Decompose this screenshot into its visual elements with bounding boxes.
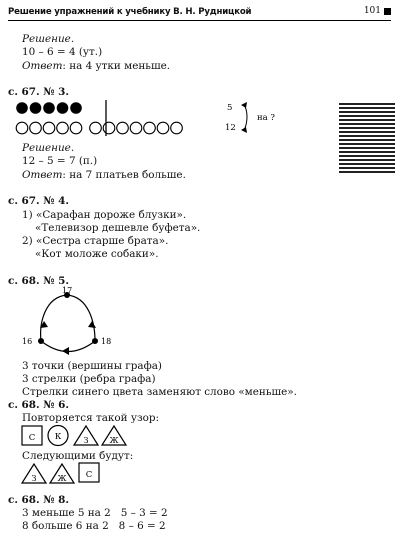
header-square-icon: [384, 8, 391, 15]
graph-edge: [41, 295, 67, 341]
empty-circle: [103, 122, 115, 134]
stripe: [339, 107, 395, 109]
exercise-heading: с. 68. № 5.: [8, 275, 70, 287]
exercise-heading: с. 67. № 3.: [8, 86, 70, 98]
empty-circle: [117, 122, 129, 134]
empty-circle: [70, 122, 82, 134]
exercise-heading: с. 68. № 8.: [8, 494, 70, 506]
empty-circle: [157, 122, 169, 134]
text-line: «Телевизор дешевле буфета».: [35, 222, 201, 234]
graph-edge: [67, 295, 95, 341]
stripe: [339, 147, 395, 149]
empty-circle: [130, 122, 142, 134]
stripe: [339, 103, 395, 105]
arrow-head-icon: [241, 102, 247, 108]
filled-circle: [43, 102, 55, 114]
pattern-shapes: [20, 424, 160, 448]
arrow-head-icon: [88, 321, 96, 328]
filled-circles-row: [16, 102, 82, 114]
top-count-label: 5: [227, 103, 233, 113]
shape-letter: Ж: [109, 436, 119, 445]
difference-brace: [244, 104, 247, 131]
solution-equation: 12 – 5 = 7 (п.): [22, 155, 98, 167]
answer-text: : на 4 утки меньше.: [62, 60, 171, 72]
vertex-label: 16: [22, 337, 33, 346]
next-shapes: [20, 462, 110, 486]
vertex-label: 17: [62, 286, 73, 295]
stripe: [339, 143, 395, 145]
header-title: Решение упражнений к учебнику В. Н. Рудницкой: [8, 7, 252, 17]
vertex-label: 18: [101, 337, 112, 346]
empty-circle: [43, 122, 55, 134]
text-line: Повторяется такой узор:: [22, 412, 160, 424]
stripe: [339, 139, 395, 141]
answer-text: : на 7 платьев больше.: [62, 169, 186, 181]
solution-equation: 10 – 6 = 4 (ут.): [22, 46, 103, 58]
answer-line: [22, 169, 186, 181]
empty-circles-row: [16, 122, 182, 134]
empty-circle: [16, 122, 28, 134]
shape-letter: К: [54, 432, 62, 442]
decorative-stripes: [339, 103, 395, 175]
comparison-diagram: [14, 98, 289, 138]
stripe: [339, 171, 395, 173]
empty-circle: [90, 122, 102, 134]
answer-label: Ответ: [22, 60, 63, 72]
graph-vertex: [38, 338, 44, 344]
empty-circle: [57, 122, 69, 134]
stripe: [339, 155, 395, 157]
empty-circle: [144, 122, 156, 134]
text-line: Следующими будут:: [22, 450, 134, 462]
text-line: 2) «Сестра старше брата».: [22, 235, 169, 247]
page-number: 101: [363, 6, 381, 16]
solution-label: Решение.: [22, 33, 75, 45]
page-header: [8, 6, 391, 21]
shape-letter: Ж: [57, 474, 67, 483]
shape-letter: С: [85, 470, 93, 480]
filled-circle: [16, 102, 28, 114]
filled-circle: [30, 102, 42, 114]
text-line: 1) «Сарафан дороже блузки».: [22, 209, 187, 221]
stripe: [339, 127, 395, 129]
stripe: [339, 115, 395, 117]
shape-letter: З: [31, 474, 37, 483]
bottom-count-label: 12: [225, 123, 236, 133]
difference-question: на ?: [257, 113, 275, 123]
empty-circle: [30, 122, 42, 134]
text-line: 3 меньше 5 на 2 5 – 3 = 2: [22, 507, 168, 519]
shape-letter: С: [28, 433, 36, 443]
stripe: [339, 111, 395, 113]
arrow-head-icon: [62, 347, 69, 355]
empty-circle: [171, 122, 183, 134]
shape-letter: З: [83, 436, 89, 445]
arrow-head-icon: [241, 127, 247, 133]
answer-line: [22, 60, 170, 72]
text-line: 8 больше 6 на 2 8 – 6 = 2: [22, 520, 166, 532]
stripe: [339, 163, 395, 165]
text-line: 3 стрелки (ребра графа): [22, 373, 156, 385]
answer-label: Ответ: [22, 169, 63, 181]
stripe: [339, 159, 395, 161]
stripe: [339, 131, 395, 133]
exercise-heading: с. 68. № 6.: [8, 399, 70, 411]
exercise-heading: с. 67. № 4.: [8, 195, 70, 207]
filled-circle: [70, 102, 82, 114]
stripe: [339, 151, 395, 153]
text-line: 3 точки (вершины графа): [22, 360, 162, 372]
stripe: [339, 135, 395, 137]
filled-circle: [57, 102, 69, 114]
graph-diagram: [15, 285, 125, 357]
stripe: [339, 123, 395, 125]
stripe: [339, 167, 395, 169]
stripe: [339, 119, 395, 121]
text-line: Стрелки синего цвета заменяют слово «меньше».: [22, 386, 297, 398]
solution-label: Решение.: [22, 142, 75, 154]
text-line: «Кот моложе собаки».: [35, 248, 159, 260]
graph-vertex: [92, 338, 98, 344]
